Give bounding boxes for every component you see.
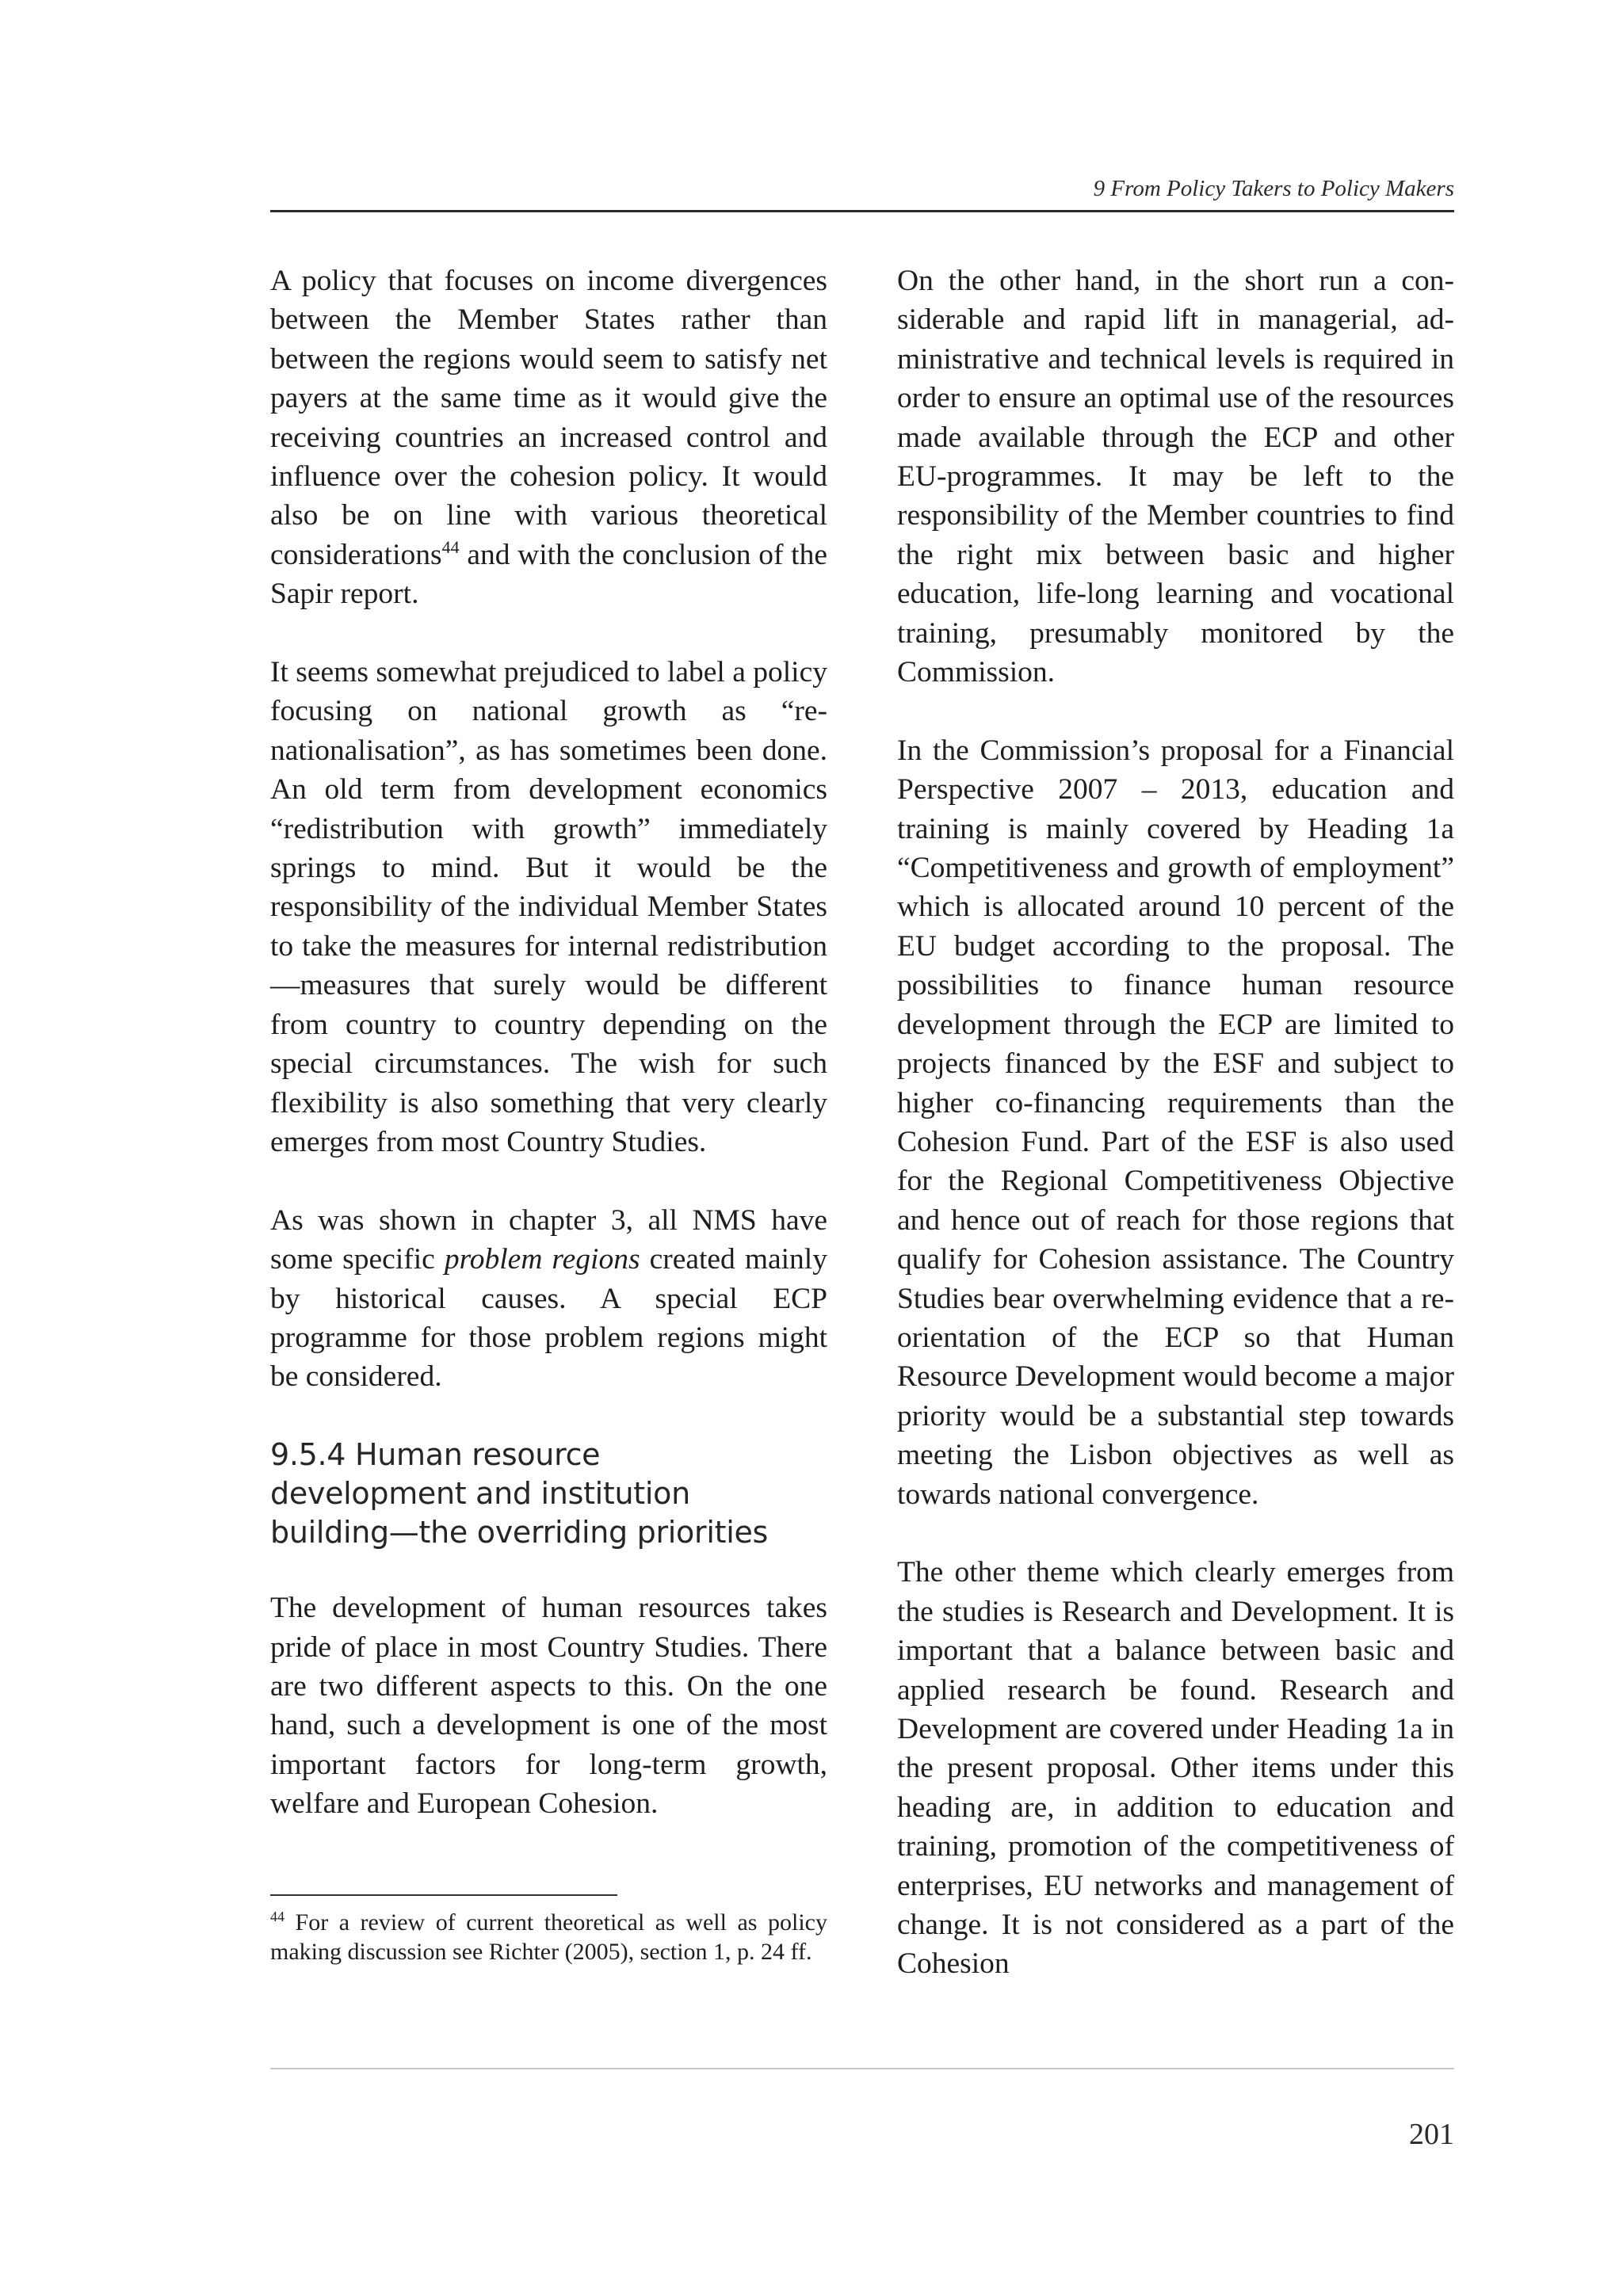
emphasis-problem-regions: problem regions: [444, 1243, 640, 1276]
left-paragraph-3-text-b: created mainly by historical causes. A special ECP programme for those problem regions might be considered.: [270, 1243, 827, 1394]
footer-rule: [270, 2068, 1454, 2069]
page-number: 201: [1409, 2118, 1454, 2151]
left-paragraph-1: [270, 261, 827, 614]
section-heading-line-3: building—the overriding priorities: [270, 1515, 769, 1550]
left-paragraph-4: The development of human resources takes pride of place in most Country Studies. There are two different aspects to this. On the one hand, such a development is one of the most important factors for long-term growth, welfare and European Cohesion.: [270, 1592, 827, 1821]
footnote: [270, 1908, 827, 1966]
header-rule: [270, 210, 1454, 212]
footnote-rule: [270, 1894, 617, 1896]
right-paragraph-3: The other theme which clearly emerges from the studies is Research and Development. It is important that a balance between basic and applied research be found. Research and Development are covered under Heading 1a in the present proposal. Other items under this heading are, in addition to education and training, promotion of the competitiveness of enterprises, EU networks and management of change. It is not considered as a part of the Cohesion: [897, 1556, 1454, 1981]
footnote-number: 44: [270, 1909, 285, 1924]
footnote-text: For a review of current theoretical as well as policy making discussion see Richter (2005), section 1, p. 24 ff.: [270, 1909, 827, 1965]
section-heading-line-1: 9.5.4 Human resource: [270, 1437, 601, 1473]
left-paragraph-2: It seems somewhat prejudiced to label a policy focusing on national growth as “renationalisation”, as has sometimes been done. An old term from development economics “redistribution with growth” immediately springs to mind. But it would be the responsibility of the individual Member States to take the measures for internal redistribution—measures that surely would be different from country to country depending on the special circumstances. The wish for such flexibility is also something that very clearly emerges from most Country Studies.: [270, 656, 827, 1158]
footnote-reference: 44: [441, 536, 460, 557]
section-heading-line-2: development and institution: [270, 1476, 690, 1512]
running-head: 9 From Policy Takers to Policy Makers: [1093, 176, 1454, 201]
left-paragraph-1-text-a: A policy that focuses on income divergences between the Member States rather than between the regions would seem to satisfy net payers at the same time as it would give the receiving countries an increased control and influence over the cohesion policy. It would also be on line with various theoretical considerations: [270, 265, 827, 571]
section-heading: [270, 1436, 827, 1552]
left-column: [270, 261, 827, 1824]
right-column: [897, 261, 1454, 1984]
left-paragraph-3-text-a: As was shown in chapter 3, all NMS have some specific: [270, 1203, 827, 1276]
left-paragraph-3: [270, 1201, 827, 1397]
right-paragraph-1: On the other hand, in the short run a considerable and rapid lift in managerial, administrative and technical levels is required in order to ensure an optimal use of the resources made available through the ECP and other EU-programmes. It may be left to the responsibility of the Member countries to find the right mix between basic and higher education, life-long learning and vocational training, presumably monitored by the Commission.: [897, 265, 1454, 689]
left-paragraph-1-text-b: and with the conclusion of the Sapir report.: [270, 538, 827, 611]
right-paragraph-2: In the Commission’s proposal for a Financial Perspective 2007 – 2013, education and training is mainly covered by Heading 1a “Competitiveness and growth of employment” which is allocated around 10 percent of the EU budget according to the proposal. The possibilities to finance human resource development through the ECP are limited to projects financed by the ESF and subject to higher co-financing requirements than the Cohesion Fund. Part of the ESF is also used for the Regional Competitiveness Objective and hence out of reach for those regions that qualify for Cohesion assistance. The Country Studies bear overwhelming evidence that a re-orientation of the ECP so that Human Resource Development would become a major priority would be a substantial step towards meeting the Lisbon objectives as well as towards national convergence.: [897, 734, 1454, 1511]
